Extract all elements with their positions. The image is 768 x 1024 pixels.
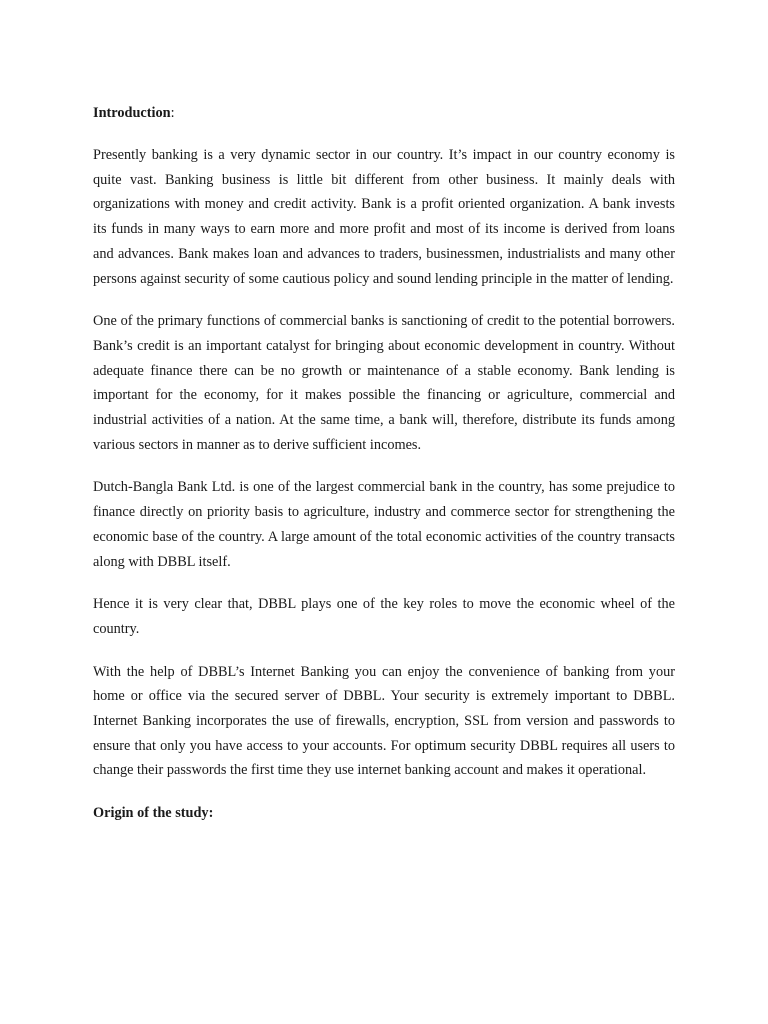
paragraph-banking-sector: Presently banking is a very dynamic sector in our country. It’s impact in our country economy is quite vast. Banking business is little bit different from other business. It mainly deals with organizations with money and credit activity. Bank is a profit oriented organization. A bank invests its funds in many ways to earn more and more profit and most of its income is derived from loans and advances. Bank makes loan and advances to traders, businessmen, industrialists and many other persons against security of some cautious policy and sound lending principle in the matter of lending. — [93, 147, 675, 287]
origin-of-study-heading — [93, 801, 675, 825]
paragraph-dutch-bangla-bank: Dutch-Bangla Bank Ltd. is one of the largest commercial bank in the country, has some prejudice to finance directly on priority basis to agriculture, industry and commerce sector for strengthening the economic base of the country. A large amount of the total economic activities of the country transacts along with DBBL itself. — [93, 479, 675, 570]
paragraph-dbbl-role: Hence it is very clear that, DBBL plays one of the key roles to move the economic wheel of the country. — [93, 596, 675, 637]
introduction-heading-text: Introduction — [93, 105, 171, 121]
origin-of-study-heading-text: Origin of the study: — [93, 805, 214, 822]
introduction-heading — [93, 101, 675, 125]
introduction-heading-colon: : — [170, 105, 175, 121]
paragraph-internet-banking: With the help of DBBL’s Internet Banking you can enjoy the convenience of banking from your home or office via the secured server of DBBL. Your security is extremely important to DBBL. Internet Banking incorporates the use of firewalls, encryption, SSL from version and passwords to ensure that only you have access to your accounts. For optimum security DBBL requires all users to change their passwords the first time they use internet banking account and makes it operational. — [93, 663, 675, 779]
document-page — [93, 101, 675, 825]
paragraph-credit-functions: One of the primary functions of commercial banks is sanctioning of credit to the potential borrowers. Bank’s credit is an important catalyst for bringing about economic development in country. Without adequate finance there can be no growth or maintenance of a stable economy. Bank lending is important for the economy, for it makes possible the financing or agriculture, commercial and industrial activities of a nation. At the same time, a bank will, therefore, distribute its funds among various sectors in manner as to derive sufficient incomes. — [93, 313, 675, 453]
